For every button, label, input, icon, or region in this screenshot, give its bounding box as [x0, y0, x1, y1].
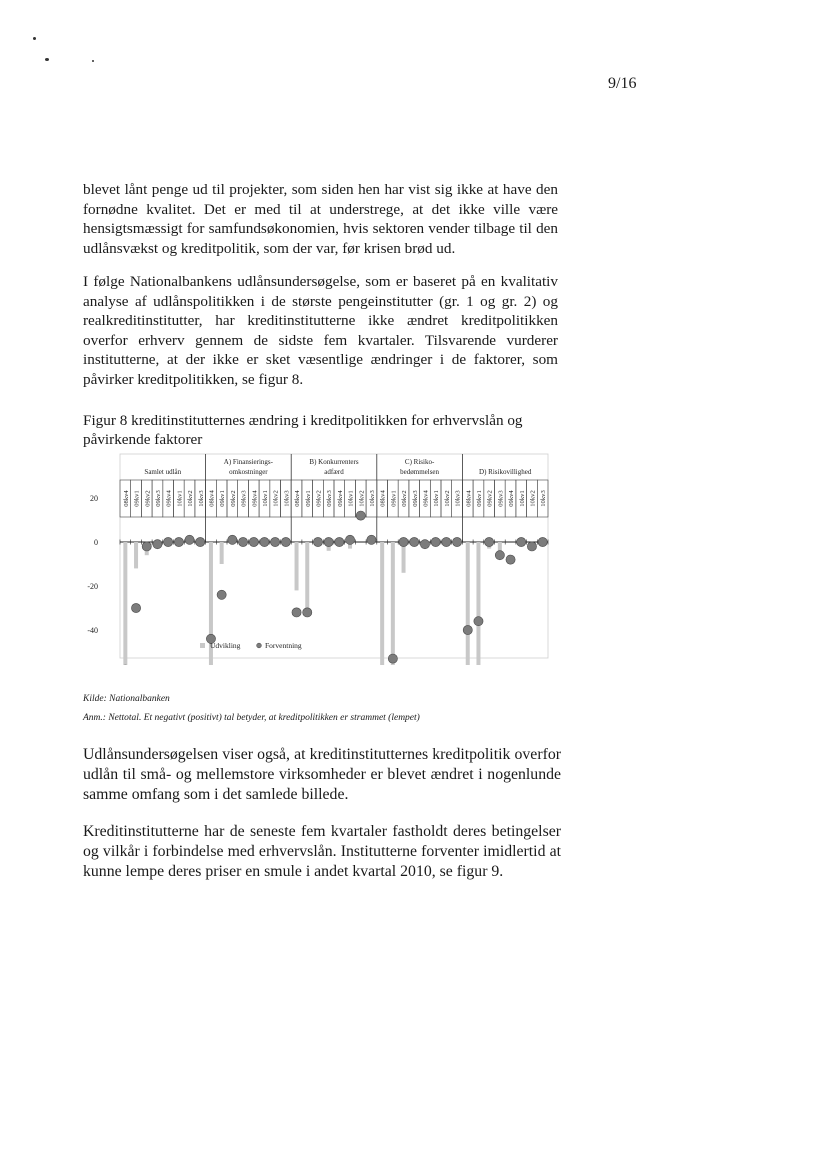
- dot-forventning: [527, 542, 536, 551]
- legend-dot-label: Forventning: [265, 641, 302, 650]
- dot-forventning: [313, 537, 322, 546]
- quarter-label: 09kv2: [401, 490, 409, 507]
- bar-udvikling: [295, 542, 299, 590]
- legend-bar-swatch: [200, 643, 205, 648]
- dot-forventning: [271, 537, 280, 546]
- y-tick-label: 20: [90, 494, 98, 503]
- figure-8-chart: [78, 450, 553, 665]
- dot-forventning: [324, 537, 333, 546]
- dot-forventning: [388, 654, 397, 663]
- dot-forventning: [345, 535, 354, 544]
- quarter-label: 09kv2: [315, 490, 323, 507]
- dot-forventning: [238, 537, 247, 546]
- page-number: 9/16: [608, 75, 637, 92]
- group-label: Samlet udlån: [144, 468, 182, 476]
- quarter-label: 10kv3: [540, 490, 548, 507]
- quarter-label: 10kv3: [368, 490, 376, 507]
- y-tick-label: -20: [87, 582, 98, 591]
- quarter-label: 09kv1: [390, 490, 398, 507]
- dot-forventning: [335, 537, 344, 546]
- quarter-label: 10kv2: [358, 490, 366, 507]
- dot-forventning: [367, 535, 376, 544]
- dot-forventning: [142, 542, 151, 551]
- quarter-label: 10kv1: [518, 490, 526, 507]
- quarter-label: 09kv1: [304, 490, 312, 507]
- dot-forventning: [517, 537, 526, 546]
- quarter-label: 09kv2: [229, 490, 237, 507]
- quarter-label: 09kv4: [508, 490, 516, 507]
- legend-dot-swatch: [257, 643, 262, 648]
- quarter-label: 09kv2: [486, 490, 494, 507]
- quarter-label: 09kv1: [133, 490, 141, 507]
- figure-caption: Figur 8 kreditinstitutternes ændring i kreditpolitikken for erhvervslån og påvirkende faktorer: [83, 412, 523, 448]
- group-label: A) Finansierings-: [223, 458, 274, 466]
- quarter-label: 10kv3: [283, 490, 291, 507]
- y-tick-label: 0: [94, 538, 98, 547]
- dot-forventning: [153, 540, 162, 549]
- quarter-label: 08kv4: [208, 490, 216, 507]
- scan-speck: [33, 37, 36, 40]
- dot-forventning: [185, 535, 194, 544]
- dot-forventning: [452, 537, 461, 546]
- figure-notes: [83, 690, 420, 728]
- bar-udvikling: [391, 542, 395, 665]
- dot-forventning: [249, 537, 258, 546]
- bar-udvikling: [220, 542, 224, 564]
- figure-note: Anm.: Nettotal. Et negativt (positivt) tal betyder, at kreditpolitikken er strammet (lempet): [83, 713, 420, 723]
- dot-forventning: [495, 551, 504, 560]
- paragraph-3: Udlånsundersøgelsen viser også, at kreditinstitutternes kreditpolitik overfor udlån til små- og mellemstore virksomheder er blevet ændret i nogenlunde samme omfang som i det samlede billede.: [83, 746, 561, 803]
- quarter-label: 09kv4: [422, 490, 430, 507]
- dot-forventning: [260, 537, 269, 546]
- quarter-label: 09kv3: [154, 490, 162, 507]
- dot-forventning: [217, 590, 226, 599]
- bar-udvikling: [476, 542, 480, 665]
- group-label: C) Risiko-: [404, 458, 435, 466]
- bar-udvikling: [134, 542, 138, 568]
- quarter-label: 09kv1: [475, 490, 483, 507]
- quarter-label: 09kv1: [219, 490, 227, 507]
- scan-speck: [45, 58, 49, 61]
- quarter-label: 10kv2: [443, 490, 451, 507]
- dot-forventning: [410, 537, 419, 546]
- quarter-label: 08kv4: [122, 490, 130, 507]
- bar-udvikling: [123, 542, 127, 665]
- quarter-label: 09kv4: [165, 490, 173, 507]
- quarter-label: 08kv4: [379, 490, 387, 507]
- quarter-label: 09kv3: [497, 490, 505, 507]
- y-tick-label: -40: [87, 626, 98, 635]
- quarter-label: 09kv4: [336, 490, 344, 507]
- dot-forventning: [399, 537, 408, 546]
- quarter-label: 08kv4: [294, 490, 302, 507]
- group-label: B) Konkurrenters: [309, 458, 359, 466]
- quarter-label: 09kv2: [144, 490, 152, 507]
- paragraph-2: I følge Nationalbankens udlånsundersøgelse, som er baseret på en kvalitativ analyse af udlånspolitikken i de største pengeinstitutter (gr. 1 og gr. 2) og realkreditinstitutter, har kreditinstitutterne ikke ændret kreditpolitikken overfor erhverv gennem de sidste fem kvartaler. Tilsvarende vurderer institutterne, at der ikke er sket væsentlige ændringer i de faktorer, som påvirker kreditpolitikken, se figur 8.: [83, 273, 558, 388]
- dot-forventning: [442, 537, 451, 546]
- group-label: bedømmelsen: [400, 468, 440, 476]
- dot-forventning: [474, 617, 483, 626]
- dot-forventning: [463, 625, 472, 634]
- scan-speck: [92, 60, 94, 62]
- dot-forventning: [356, 511, 365, 520]
- bar-udvikling: [466, 542, 470, 665]
- quarter-label: 09kv3: [411, 490, 419, 507]
- group-label: D) Risikovillighed: [479, 468, 532, 476]
- paragraph-4: Kreditinstitutterne har de seneste fem kvartaler fastholdt deres betingelser og vilkår i forbindelse med erhvervslån. Institutterne forventer imidlertid at kunne lempe deres priser en smule i andet kvartal 2010, se figur 9.: [83, 823, 561, 880]
- dot-forventning: [538, 537, 547, 546]
- bar-udvikling: [380, 542, 384, 665]
- dot-forventning: [164, 537, 173, 546]
- dot-forventning: [131, 603, 140, 612]
- quarter-label: 09kv3: [326, 490, 334, 507]
- dot-forventning: [420, 540, 429, 549]
- quarter-label: 10kv1: [433, 490, 441, 507]
- group-label: omkostninger: [229, 468, 268, 476]
- paragraph-1: blevet lånt penge ud til projekter, som siden hen har vist sig ikke at have den fornødne kvalitet. Det er med til at understrege, at det ikke ville være hensigtsmæssigt for samfundsøkonomien, hvis sektoren vender tilbage til den udlånsvækst og kreditpolitik, som der var, før krisen brød ud.: [83, 181, 558, 257]
- dot-forventning: [431, 537, 440, 546]
- quarter-label: 10kv1: [261, 490, 269, 507]
- quarter-label: 10kv2: [272, 490, 280, 507]
- dot-forventning: [485, 537, 494, 546]
- quarter-label: 10kv2: [187, 490, 195, 507]
- group-label: adfærd: [324, 468, 344, 476]
- dot-forventning: [174, 537, 183, 546]
- quarter-label: 10kv1: [176, 490, 184, 507]
- figure-source: Kilde: Nationalbanken: [83, 694, 170, 704]
- quarter-label: 10kv3: [197, 490, 205, 507]
- dot-forventning: [506, 555, 515, 564]
- bar-udvikling: [305, 542, 309, 608]
- dot-forventning: [228, 535, 237, 544]
- quarter-label: 10kv1: [347, 490, 355, 507]
- legend-bar-label: Udvikling: [210, 641, 241, 650]
- dot-forventning: [292, 608, 301, 617]
- quarter-label: 10kv3: [454, 490, 462, 507]
- quarter-label: 10kv2: [529, 490, 537, 507]
- dot-forventning: [196, 537, 205, 546]
- dot-forventning: [303, 608, 312, 617]
- quarter-label: 08kv4: [465, 490, 473, 507]
- quarter-label: 09kv3: [240, 490, 248, 507]
- dot-forventning: [281, 537, 290, 546]
- quarter-label: 09kv4: [251, 490, 259, 507]
